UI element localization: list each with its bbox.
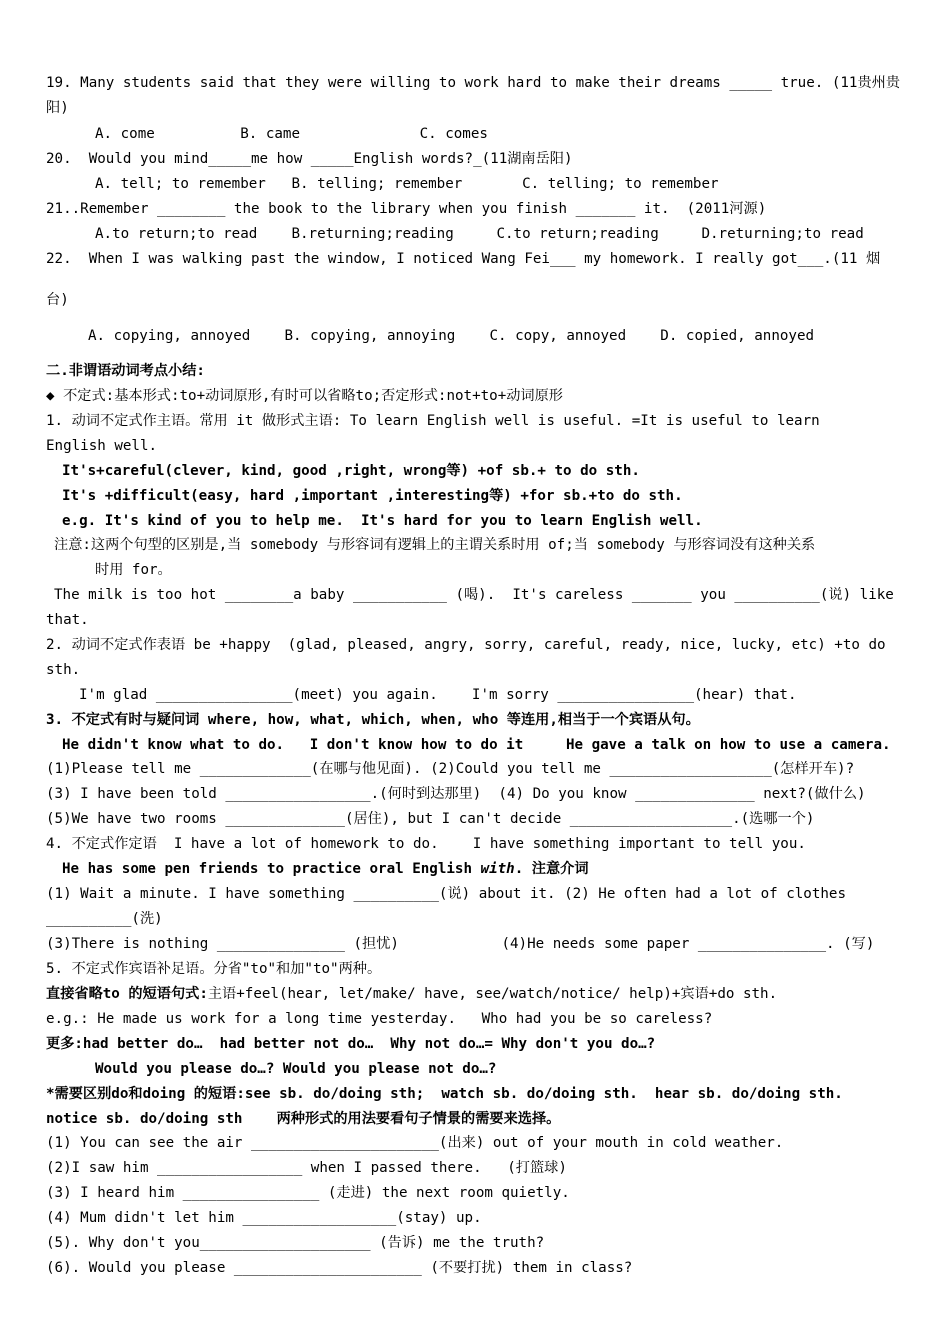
line-text: 21..Remember ________ the book to the library when you finish _______ it. (2011河源) (46, 201, 767, 217)
italic-word: with (480, 861, 515, 877)
line-text: (3) I have been told _________________.(何时到达那里) (4) Do you know ______________ next?(做什么) (46, 786, 866, 802)
text-line (46, 1085, 843, 1103)
text-line (46, 985, 777, 1003)
text-line (46, 611, 89, 629)
text-line (62, 736, 891, 754)
text-line (62, 462, 640, 480)
text-line (62, 487, 683, 505)
text-line (46, 661, 80, 679)
line-text: (5)We have two rooms ______________(居住), but I can't decide ___________________.(选哪一个) (46, 811, 815, 827)
line-text: 5. 不定式作宾语补足语。分省"to"和加"to"两种。 (46, 961, 382, 977)
text-line (95, 175, 719, 193)
text-line (46, 910, 163, 928)
line-text: A.to return;to read B.returning;reading C.to return;reading D.returning;to read (95, 226, 864, 242)
line-text: The milk is too hot ________a baby ___________ (喝). It's careless _______ you __________(说) like (54, 587, 894, 603)
line-text: It's +difficult(easy, hard ,important ,interesting等) +for sb.+to do sth. (62, 488, 683, 504)
line-text: He has some pen friends to practice oral English (62, 861, 481, 877)
text-line (46, 935, 874, 953)
line-text: __________(洗) (46, 911, 163, 927)
text-line (46, 150, 573, 168)
line-text: (1)Please tell me _____________(在哪与他见面). (2)Could you tell me ___________________(怎样开车)? (46, 761, 855, 777)
text-line (46, 99, 69, 117)
line-text: (5). Why don't you____________________ (告诉) me the truth? (46, 1235, 545, 1251)
text-line (95, 125, 488, 143)
line-tail: . 注意介词 (514, 861, 589, 877)
line-text: 19. Many students said that they were willing to work hard to make their dreams _____ true. (11贵州贵 (46, 75, 901, 91)
text-line (46, 1159, 567, 1177)
line-text: notice sb. do/doing sth 两种形式的用法要看句子情景的需要来选择。 (46, 1111, 561, 1127)
text-line (79, 686, 797, 704)
line-text: 阳) (46, 100, 69, 116)
line-text: Would you please do…? Would you please not do…? (95, 1061, 497, 1077)
line-text: 22. When I was walking past the window, I noticed Wang Fei___ my homework. I really got___.(11 烟 (46, 251, 881, 267)
text-line (46, 1134, 783, 1152)
text-line (46, 1184, 570, 1202)
text-line (46, 636, 886, 654)
text-line (46, 362, 205, 380)
line-text: that. (46, 612, 89, 628)
text-line (46, 200, 766, 218)
line-text: 3. 不定式有时与疑问词 where, how, what, which, when, who 等连用,相当于一个宾语从句。 (46, 712, 700, 728)
text-line (62, 860, 589, 878)
line-text: (1) Wait a minute. I have something __________(说) about it. (2) He often had a lot of clothes (46, 886, 847, 902)
text-line (46, 250, 880, 268)
line-text: 时用 for。 (95, 562, 172, 578)
text-line (95, 561, 172, 579)
text-line (46, 760, 854, 778)
line-text: (2)I saw him _________________ when I passed there. (打篮球) (46, 1160, 567, 1176)
text-line (46, 810, 814, 828)
line-text: (1) You can see the air ______________________(出来) out of your mouth in cold weather. (46, 1135, 784, 1151)
text-line (46, 1259, 632, 1277)
line-text: 台) (46, 292, 69, 308)
line-text: 2. 动词不定式作表语 be +happy (glad, pleased, angry, sorry, careful, ready, nice, lucky, etc) +to do (46, 637, 886, 653)
line-text: A. tell; to remember B. telling; remember C. telling; to remember (95, 176, 719, 192)
line-text: 20. Would you mind_____me how _____English words?_(11湖南岳阳) (46, 151, 573, 167)
text-line (54, 586, 894, 604)
line-text: I'm glad ________________(meet) you again. I'm sorry ________________(hear) that. (79, 687, 797, 703)
line-text: ◆ 不定式:基本形式:to+动词原形,有时可以省略to;否定形式:not+to+动词原形 (46, 388, 563, 404)
text-line (46, 711, 700, 729)
text-line (46, 1110, 560, 1128)
line-text: 4. 不定式作定语 I have a lot of homework to do. I have something important to tell you. (46, 836, 806, 852)
text-line (46, 960, 381, 978)
text-line (95, 1060, 496, 1078)
line-text: English well. (46, 438, 158, 454)
line-text: He didn't know what to do. I don't know how to do it He gave a talk on how to use a camera. (62, 737, 891, 753)
text-line (46, 387, 563, 405)
line-text: sth. (46, 662, 81, 678)
line-text: 二.非谓语动词考点小结: (46, 363, 205, 379)
line-text: A. copying, annoyed B. copying, annoying C. copy, annoyed D. copied, annoyed (88, 328, 815, 344)
line-text: e.g. It's kind of you to help me. It's hard for you to learn English well. (62, 513, 703, 529)
text-line (46, 1209, 482, 1227)
text-line (46, 835, 806, 853)
text-line (88, 327, 814, 345)
line-text: e.g.: He made us work for a long time yesterday. Who had you be so careless? (46, 1011, 713, 1027)
line-text: A. come B. came C. comes (95, 126, 488, 142)
text-line (46, 1010, 712, 1028)
line-text: 1. 动词不定式作主语。常用 it 做形式主语: To learn English well is useful. =It is useful to learn (46, 413, 820, 429)
line-text: (6). Would you please ______________________ (不要打扰) them in class? (46, 1260, 633, 1276)
text-line (46, 1234, 544, 1252)
text-line (95, 225, 864, 243)
line-text: 直接省略to 的短语句式: (46, 986, 208, 1002)
text-line (46, 74, 900, 92)
line-text: *需要区别do和doing 的短语:see sb. do/doing sth; watch sb. do/doing sth. hear sb. do/doing sth. (46, 1086, 843, 1102)
text-line (46, 437, 157, 455)
line-text: 注意:这两个句型的区别是,当 somebody 与形容词有逻辑上的主谓关系时用 of;当 somebody 与形容词没有这种关系 (54, 537, 816, 553)
text-line (46, 785, 866, 803)
text-line (62, 512, 703, 530)
text-line (46, 885, 846, 903)
text-line (46, 1035, 655, 1053)
text-line (46, 291, 69, 309)
line-text: (3) I heard him ________________ (走进) the next room quietly. (46, 1185, 570, 1201)
line-text: It's+careful(clever, kind, good ,right, wrong等) +of sb.+ to do sth. (62, 463, 640, 479)
line-text: (3)There is nothing _______________ (担忧) (4)He needs some paper _______________. (写) (46, 936, 875, 952)
line-tail: 主语+feel(hear, let/make/ have, see/watch/notice/ help)+宾语+do sth. (207, 986, 778, 1002)
line-text: 更多:had better do… had better not do… Why not do…= Why don't you do…? (46, 1036, 656, 1052)
text-line (54, 536, 815, 554)
text-line (46, 412, 820, 430)
line-text: (4) Mum didn't let him __________________(stay) up. (46, 1210, 482, 1226)
